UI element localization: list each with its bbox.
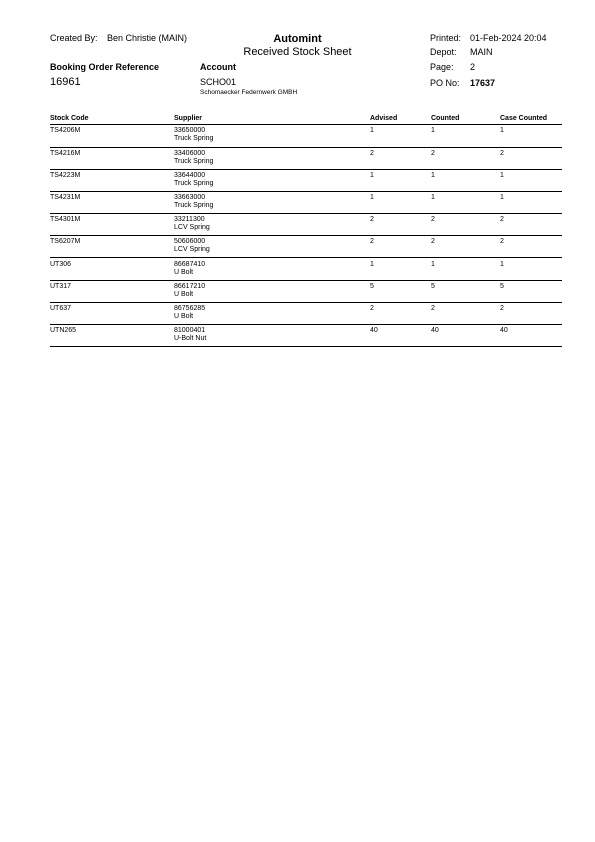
supplier-cell — [174, 194, 213, 210]
row-divider — [50, 302, 562, 303]
account-code: SCHO01 — [200, 77, 237, 87]
account-label: Account — [200, 62, 236, 72]
created-by-value: Ben Christie (MAIN) — [107, 33, 188, 43]
stock-code-cell: TS6207M — [50, 238, 81, 245]
stock-code-cell: TS4231M — [50, 194, 81, 201]
advised-cell: 2 — [370, 238, 374, 245]
advised-cell: 2 — [370, 216, 374, 223]
table-row — [0, 127, 595, 149]
stock-code-cell: UT317 — [50, 283, 72, 290]
case-counted-cell: 5 — [500, 283, 504, 290]
stock-code-cell: TS4301M — [50, 216, 81, 223]
supplier-code: 33650000 — [174, 127, 206, 134]
booking-label: Booking Order Reference — [50, 62, 160, 72]
row-divider — [50, 324, 562, 325]
stock-code-cell: UT306 — [50, 261, 72, 268]
advised-cell: 5 — [370, 283, 374, 290]
item-description: U-Bolt Nut — [174, 335, 207, 342]
counted-cell: 2 — [431, 150, 435, 157]
item-description: U Bolt — [174, 291, 194, 298]
item-description: U Bolt — [174, 269, 194, 276]
col-header-advised: Advised — [370, 115, 398, 122]
counted-cell: 2 — [431, 216, 435, 223]
supplier-code: 33644000 — [174, 172, 206, 179]
supplier-code: 33211300 — [174, 216, 205, 223]
stock-code-cell: UTN265 — [50, 327, 77, 334]
supplier-code: 86687410 — [174, 261, 206, 268]
item-description: Truck Spring — [174, 180, 214, 187]
depot-value: MAIN — [470, 47, 493, 57]
supplier-cell — [174, 305, 205, 321]
case-counted-cell: 2 — [500, 238, 504, 245]
counted-cell: 40 — [431, 327, 439, 334]
supplier-cell — [174, 150, 213, 166]
advised-cell: 1 — [370, 261, 374, 268]
supplier-cell — [174, 238, 210, 254]
account-name: Schomaecker Federnwerk GMBH — [200, 89, 298, 96]
created-by-label: Created By: — [50, 33, 98, 43]
sheet-title: Received Stock Sheet — [243, 46, 352, 58]
col-header-stock-code: Stock Code — [50, 115, 89, 122]
supplier-code: 50606000 — [174, 238, 206, 245]
counted-cell: 1 — [431, 194, 435, 201]
po-label: PO No: — [430, 78, 460, 88]
supplier-cell — [174, 172, 213, 188]
col-header-supplier: Supplier — [174, 115, 203, 122]
printed-label: Printed: — [430, 33, 462, 43]
item-description: LCV Spring — [174, 246, 210, 253]
case-counted-cell: 1 — [500, 127, 504, 134]
row-divider — [50, 169, 562, 170]
case-counted-cell: 1 — [500, 194, 504, 201]
advised-cell: 1 — [370, 127, 374, 134]
stock-code-cell: UT637 — [50, 305, 72, 312]
supplier-code: 33406000 — [174, 150, 206, 157]
stock-code-cell: TS4206M — [50, 127, 81, 134]
row-divider — [50, 346, 562, 347]
row-divider — [50, 257, 562, 258]
supplier-code: 86617210 — [174, 283, 206, 290]
counted-cell: 2 — [431, 238, 435, 245]
row-divider — [50, 280, 562, 281]
col-header-case-counted: Case Counted — [500, 115, 548, 122]
case-counted-cell: 2 — [500, 150, 504, 157]
advised-cell: 40 — [370, 327, 378, 334]
supplier-cell — [174, 216, 210, 232]
item-description: LCV Spring — [174, 224, 210, 231]
counted-cell: 2 — [431, 305, 435, 312]
row-divider — [50, 191, 562, 192]
page-value: 2 — [470, 62, 476, 72]
supplier-cell — [174, 261, 205, 277]
supplier-cell — [174, 283, 205, 299]
item-description: Truck Spring — [174, 158, 214, 165]
advised-cell: 1 — [370, 194, 374, 201]
company-name: Automint — [273, 33, 322, 45]
item-description: Truck Spring — [174, 202, 214, 209]
row-divider — [50, 213, 562, 214]
supplier-code: 81000401 — [174, 327, 206, 334]
stock-code-cell: TS4223M — [50, 172, 81, 179]
row-divider — [50, 235, 562, 236]
header-divider — [50, 124, 562, 125]
advised-cell: 2 — [370, 305, 374, 312]
page-label: Page: — [430, 62, 454, 72]
case-counted-cell: 1 — [500, 172, 504, 179]
item-description: U Bolt — [174, 313, 194, 320]
supplier-code: 33663000 — [174, 194, 206, 201]
advised-cell: 1 — [370, 172, 374, 179]
booking-value: 16961 — [50, 76, 81, 88]
counted-cell: 1 — [431, 172, 435, 179]
advised-cell: 2 — [370, 150, 374, 157]
supplier-code: 86756285 — [174, 305, 206, 312]
counted-cell: 1 — [431, 261, 435, 268]
case-counted-cell: 2 — [500, 305, 504, 312]
col-header-counted: Counted — [431, 115, 460, 122]
item-description: Truck Spring — [174, 135, 214, 142]
counted-cell: 1 — [431, 127, 435, 134]
case-counted-cell: 2 — [500, 216, 504, 223]
case-counted-cell: 40 — [500, 327, 508, 334]
supplier-cell — [174, 327, 206, 343]
case-counted-cell: 1 — [500, 261, 504, 268]
row-divider — [50, 147, 562, 148]
po-value: 17637 — [470, 78, 496, 88]
supplier-cell — [174, 127, 213, 143]
depot-label: Depot: — [430, 47, 457, 57]
stock-code-cell: TS4216M — [50, 150, 81, 157]
counted-cell: 5 — [431, 283, 435, 290]
printed-value: 01-Feb-2024 20:04 — [470, 33, 547, 43]
